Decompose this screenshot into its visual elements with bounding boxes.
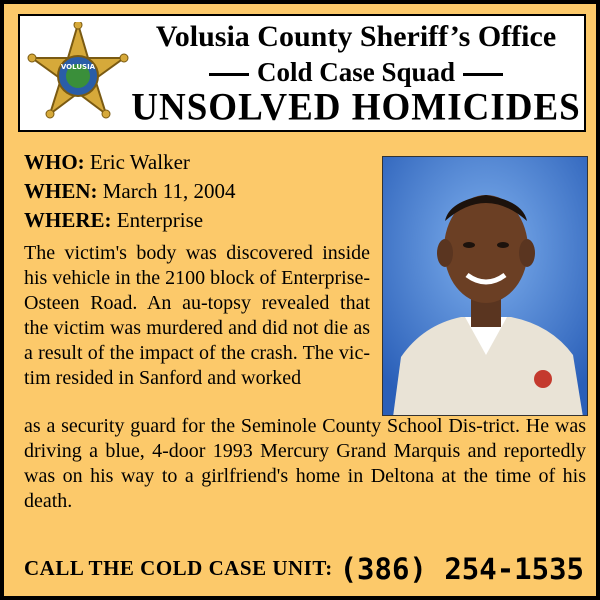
who-label: WHO: — [24, 150, 85, 174]
badge-text: VOLUSIA — [60, 63, 96, 71]
narrative-part-1: The victim's body was discovered inside his vehicle in the 2100 block of Enterprise-Osteen Road. An au-topsy revealed that the victim was murdered and did not die as a result of the impact of the crash. The vic-tim resided in Sanford and worked — [24, 242, 371, 389]
where-label: WHERE: — [24, 208, 112, 232]
when-value: March 11, 2004 — [102, 179, 236, 203]
right-rule — [463, 73, 503, 76]
wanted-poster — [4, 4, 596, 596]
sheriff-star-badge-icon — [26, 22, 130, 126]
poster-header — [18, 14, 586, 132]
left-rule — [209, 73, 249, 76]
squad-title: Cold Case Squad — [256, 57, 456, 87]
where-value: Enterprise — [116, 208, 204, 232]
who-row — [24, 148, 190, 176]
phone-number[interactable]: (386) 254-1535 — [339, 552, 584, 586]
squad-title-row — [130, 56, 582, 88]
who-value: Eric Walker — [89, 150, 190, 174]
where-row — [24, 206, 203, 234]
victim-portrait-image — [383, 157, 588, 416]
headline: UNSOLVED HOMICIDES — [131, 85, 581, 129]
narrative-part-2: as a security guard for the Seminole County School Dis-trict. He was driving a blue, 4-door 1993 Mercury Grand Marquis and reportedly was on his way to a girlfriend's home in Deltona at the time of his death. — [24, 415, 586, 512]
victim-photo — [382, 156, 588, 416]
when-label: WHEN: — [24, 179, 98, 203]
call-to-action: CALL THE COLD CASE UNIT: — [24, 556, 333, 580]
contact-footer — [24, 552, 584, 588]
agency-title: Volusia County Sheriff’s Office — [155, 20, 557, 53]
when-row — [24, 177, 236, 205]
